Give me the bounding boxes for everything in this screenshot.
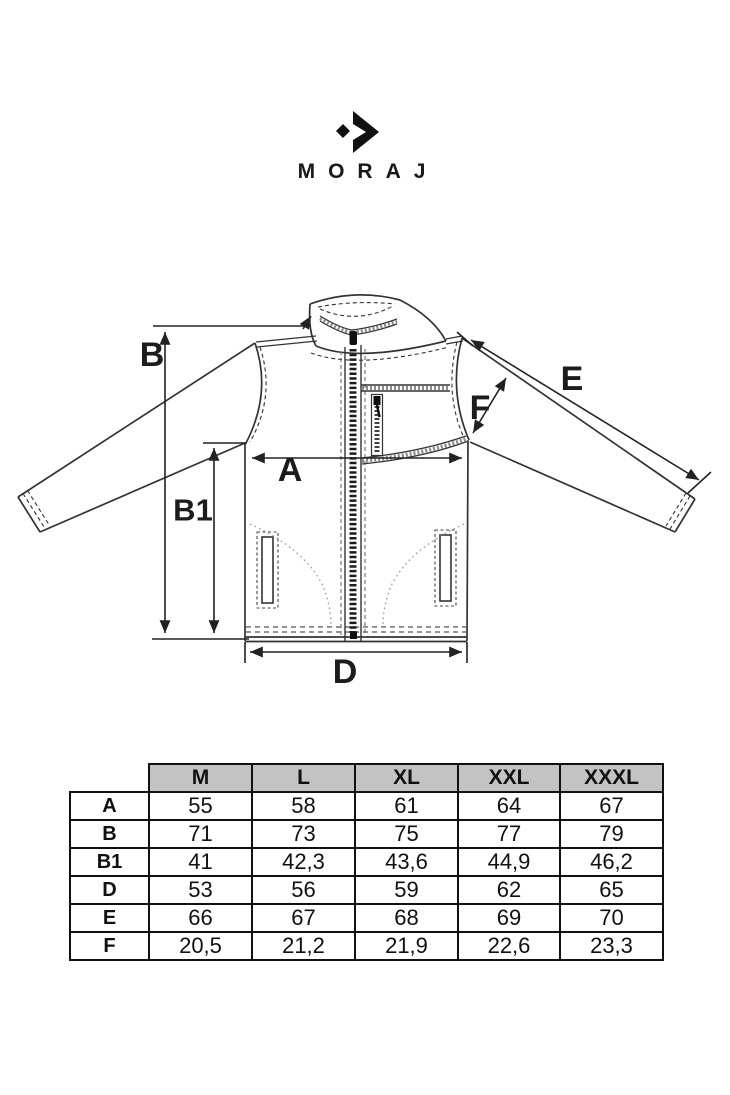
measurement-value: 62 xyxy=(458,876,560,904)
measurement-value: 64 xyxy=(458,792,560,820)
size-column-header-XXXL: XXXL xyxy=(560,764,663,792)
size-column-header-XXL: XXL xyxy=(458,764,560,792)
dim-label-D: D xyxy=(332,653,358,691)
size-column-header-L: L xyxy=(252,764,355,792)
size-table-row-D xyxy=(70,876,663,904)
brand-name: MORAJ xyxy=(297,160,439,183)
measurement-value: 77 xyxy=(458,820,560,848)
measurement-label: B1 xyxy=(70,848,149,876)
jacket-measurement-diagram xyxy=(0,280,730,700)
measurement-label: E xyxy=(70,904,149,932)
size-column-header-XL: XL xyxy=(355,764,458,792)
size-table-row-F xyxy=(70,932,663,960)
measurement-value: 43,6 xyxy=(355,848,458,876)
measurement-value: 55 xyxy=(149,792,252,820)
jacket-outline xyxy=(18,295,695,642)
measurement-value: 21,9 xyxy=(355,932,458,960)
measurement-value: 42,3 xyxy=(252,848,355,876)
dim-label-F: F xyxy=(469,389,491,427)
measurement-label: B xyxy=(70,820,149,848)
size-table-body xyxy=(70,792,663,960)
measurement-value: 20,5 xyxy=(149,932,252,960)
measurement-value: 21,2 xyxy=(252,932,355,960)
measurement-label: D xyxy=(70,876,149,904)
measurement-value: 59 xyxy=(355,876,458,904)
measurement-value: 65 xyxy=(560,876,663,904)
moraj-logo-icon xyxy=(330,100,390,160)
size-table-row-B xyxy=(70,820,663,848)
measurement-label: A xyxy=(70,792,149,820)
measurement-value: 53 xyxy=(149,876,252,904)
size-table-row-E xyxy=(70,904,663,932)
measurement-value: 22,6 xyxy=(458,932,560,960)
size-table-corner-cell xyxy=(70,764,149,792)
size-table-row-A xyxy=(70,792,663,820)
size-table-header xyxy=(70,764,663,792)
measurement-value: 70 xyxy=(560,904,663,932)
dim-label-B: B xyxy=(139,336,165,374)
measurement-value: 79 xyxy=(560,820,663,848)
size-table-row-B1 xyxy=(70,848,663,876)
measurement-value: 75 xyxy=(355,820,458,848)
measurement-value: 67 xyxy=(252,904,355,932)
measurement-value: 68 xyxy=(355,904,458,932)
measurement-value: 46,2 xyxy=(560,848,663,876)
size-table-header-row xyxy=(70,764,663,792)
measurement-value: 44,9 xyxy=(458,848,560,876)
measurement-value: 71 xyxy=(149,820,252,848)
measurement-value: 58 xyxy=(252,792,355,820)
measurement-value: 23,3 xyxy=(560,932,663,960)
dim-label-E: E xyxy=(560,360,584,398)
size-column-header-M: M xyxy=(149,764,252,792)
measurement-value: 69 xyxy=(458,904,560,932)
dim-label-B1: B1 xyxy=(173,492,213,528)
measurement-value: 66 xyxy=(149,904,252,932)
size-table xyxy=(69,763,664,961)
measurement-value: 67 xyxy=(560,792,663,820)
measurement-label: F xyxy=(70,932,149,960)
measurement-value: 61 xyxy=(355,792,458,820)
measurement-value: 41 xyxy=(149,848,252,876)
measurement-value: 56 xyxy=(252,876,355,904)
dim-label-A: A xyxy=(277,451,303,489)
dimension-lines xyxy=(152,316,711,663)
measurement-value: 73 xyxy=(252,820,355,848)
